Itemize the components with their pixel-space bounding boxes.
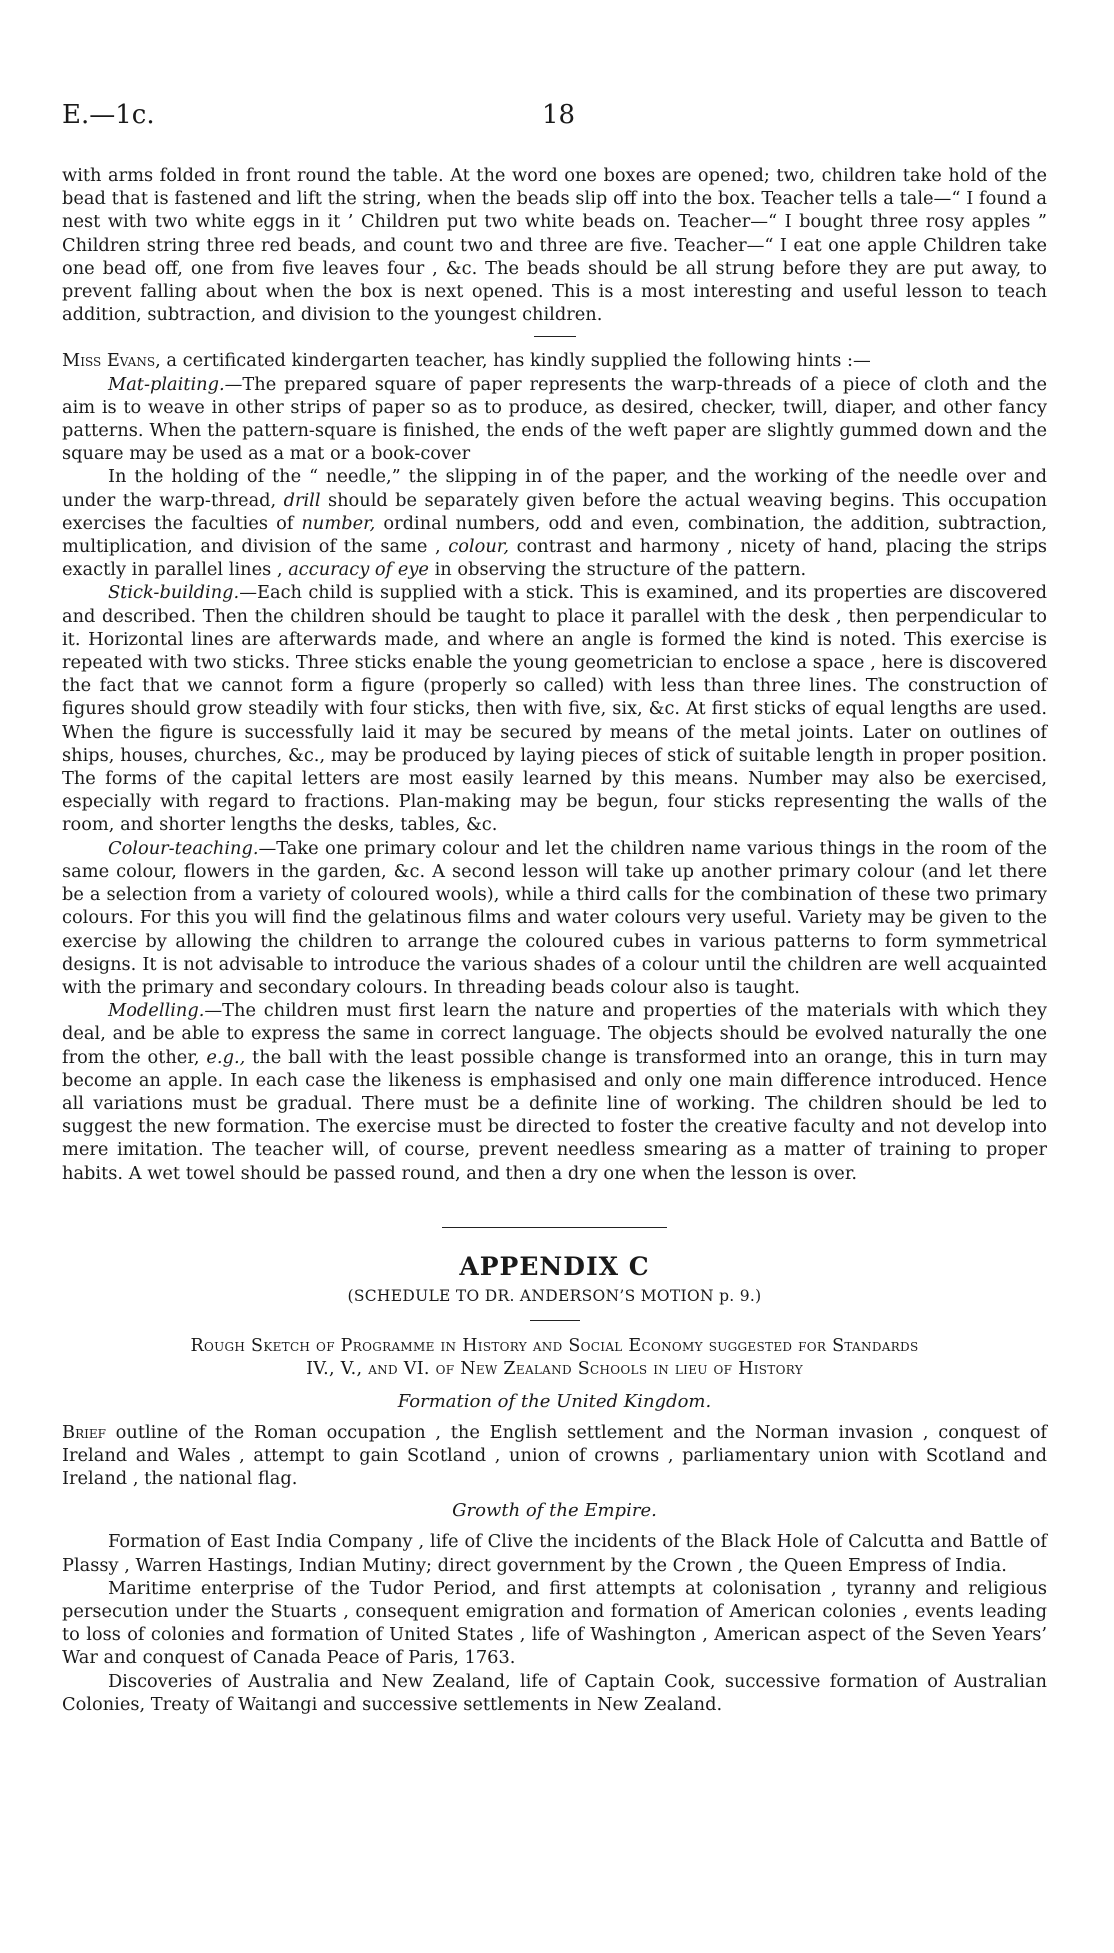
mat-plaiting-text: —The prepared square of paper represents the warp-threads of a piece of cloth and the aim is to weave in other strips of paper so as to produce, as desired, checker, twill, diaper, and other fancy patterns. When the pattern-square is finished, the ends of the weft paper are slightly gummed down and the square may be used as a mat or a book-cover	[62, 373, 1047, 465]
stick-building-paragraph	[62, 581, 1047, 836]
needle-text-c: ordinal numbers, odd and even, combination, the addition, subtraction, multiplication, and division of the same ,	[62, 512, 1047, 558]
empire-paragraph-2: Maritime enterprise of the Tudor Period, and first attempts at colonisation , tyranny and religious persecution under the Stuarts , consequent emigration and formation of American colonies , events leading to loss of colonies and formation of United States , life of Washington , American aspect of the Seven Years’ War and conquest of Canada Peace of Paris, 1763.	[62, 1577, 1047, 1669]
programme-heading-line-2: IV., V., and VI. of New Zealand Schools in lieu of History	[306, 1358, 803, 1379]
needle-colour-italic: colour,	[448, 536, 509, 558]
modelling-title: Modelling.	[108, 1000, 205, 1022]
colour-teaching-paragraph	[62, 837, 1047, 999]
united-kingdom-first-word: Brief	[62, 1421, 106, 1443]
needle-text-d: contrast and harmony , nicety of hand, placing the strips exactly in parallel lines ,	[62, 536, 1048, 581]
needle-text-e: in observing the structure of the pattern.	[434, 559, 807, 581]
document-reference: E.—1c.	[62, 100, 155, 130]
appendix-title-rule	[530, 1320, 580, 1321]
programme-heading-line-1: Rough Sketch of Programme in History and Social Economy suggested for Standards	[190, 1335, 919, 1356]
appendix-title: APPENDIX C	[459, 1251, 650, 1281]
united-kingdom-paragraph	[62, 1421, 1047, 1491]
intro-paragraph: with arms folded in front round the table. At the word one boxes are opened; two, children take hold of the bead that is fastened and lift the string, when the beads slip off into the box. Teacher tells a tale—“ I found a nest with two white eggs in it ’ Children put two white beads on. Teacher—“ I bought three rosy apples ” Children string three red beads, and count two and three are five. Teacher—“ I eat one apple Children take one bead off, one from five leaves four , &c. The beads should be all strung before they are put away, to prevent falling about when the box is next opened. This is a most interesting and useful lesson to teach addition, subtraction, and division to the youngest children.	[62, 165, 1047, 326]
section-divider	[534, 336, 576, 337]
modelling-eg-italic: e.g.,	[206, 1046, 246, 1068]
needle-paragraph	[62, 465, 1047, 581]
modelling-paragraph	[62, 999, 1047, 1185]
appendix-subtitle: (SCHEDULE TO DR. ANDERSON’S MOTION p. 9.)	[347, 1286, 762, 1305]
hints-intro	[62, 349, 1047, 372]
mat-plaiting-paragraph	[62, 373, 1047, 466]
colour-teaching-title: Colour-teaching.	[108, 837, 259, 859]
page-number: 18	[542, 100, 576, 130]
needle-accuracy-italic: accuracy of eye	[288, 559, 429, 581]
mat-plaiting-title: Mat-plaiting.	[108, 373, 225, 395]
empire-paragraph-3: Discoveries of Australia and New Zealand, life of Captain Cook, successive formation of Australian Colonies, Treaty of Waitangi and successive settlements in New Zealand.	[62, 1670, 1047, 1715]
needle-drill-italic: drill	[283, 489, 321, 511]
needle-number-italic: number,	[301, 512, 376, 534]
modelling-text-b: the ball with the least possible change is transformed into an orange, this in turn may become an apple. In each case the likeness is emphasised and only one main difference introduced. Hence all variations must be gradual. There must be a definite line of working. The children should be led to suggest the new formation. The exercise must be directed to foster the creative faculty and not develop into mere imitation. The teacher will, of course, prevent needless smearing as a matter of training to proper habits. A wet towel should be passed round, and then a dry one when the lesson is over.	[62, 1046, 1047, 1184]
needle-text-b: should be separately given before the actual weaving begins. This occupation exercises the faculties of	[62, 489, 1047, 534]
appendix-divider	[442, 1227, 667, 1228]
section-heading-empire: Growth of the Empire.	[452, 1500, 657, 1522]
section-heading-united-kingdom: Formation of the United Kingdom.	[397, 1390, 712, 1412]
colour-teaching-text: —Take one primary colour and let the children name various things in the room of the same colour, flowers in the garden, &c. A second lesson will take up another primary colour (and let there be a selection from a variety of coloured wools), while a third calls for the combination of these two primary colours. For this you will find the gelatinous films and water colours very useful. Variety may be given to the exercise by allowing the children to arrange the coloured cubes in various patterns to form symmetrical designs. It is not advisable to introduce the various shades of a colour until the children are well acquainted with the primary and secondary colours. In threading beads colour also is taught.	[62, 837, 1047, 998]
modelling-text-a: —The children must first learn the nature and properties of the materials with which they deal, and be able to express the same in correct language. The objects should be evolved naturally the one from the other,	[62, 1000, 1047, 1068]
united-kingdom-text: outline of the Roman occupation , the English settlement and the Norman invasion , conquest of Ireland and Wales , attempt to gain Scotland , union of crowns , parliamentary union with Scotland and Ireland , the national flag.	[62, 1421, 1047, 1490]
stick-building-text: —Each child is supplied with a stick. This is examined, and its properties are discovered and described. Then the children should be taught to place it parallel with the desk , then perpendicular to it. Horizontal lines are afterwards made, and where an angle is formed the kind is noted. This exercise is repeated with two sticks. Three sticks enable the young geometrician to enclose a space , here is discovered the fact that we cannot form a figure (properly so called) with less than three lines. The construction of figures should grow steadily with four sticks, then with five, six, &c. At first sticks of equal lengths are used. When the figure is successfully laid it may be secured by means of the metal joints. Later on outlines of ships, houses, churches, &c., may be produced by laying pieces of stick of suitable length in proper position. The forms of the capital letters are most easily learned by this means. Number may also be exercised, especially with regard to fractions. Plan-making may be begun, four sticks representing the walls of the room, and shorter lengths the desks, tables, &c.	[62, 582, 1047, 836]
stick-building-title: Stick-building.	[108, 582, 240, 604]
hints-intro-text: , a certificated kindergarten teacher, has kindly supplied the following hints :—	[155, 350, 871, 372]
empire-paragraph-1: Formation of East India Company , life of Clive the incidents of the Black Hole of Calcutta and Battle of Plassy , Warren Hastings, Indian Mutiny; direct government by the Crown , the Queen Empress of India.	[62, 1531, 1047, 1576]
needle-text-a: In the holding of the “ needle,” the slipping in of the paper, and the working of the needle over and under the warp-thread,	[62, 466, 1047, 511]
page-header	[62, 100, 1047, 140]
page-body	[62, 164, 1047, 1716]
author-name: Miss Evans	[62, 350, 156, 372]
document-page	[62, 100, 1047, 1716]
